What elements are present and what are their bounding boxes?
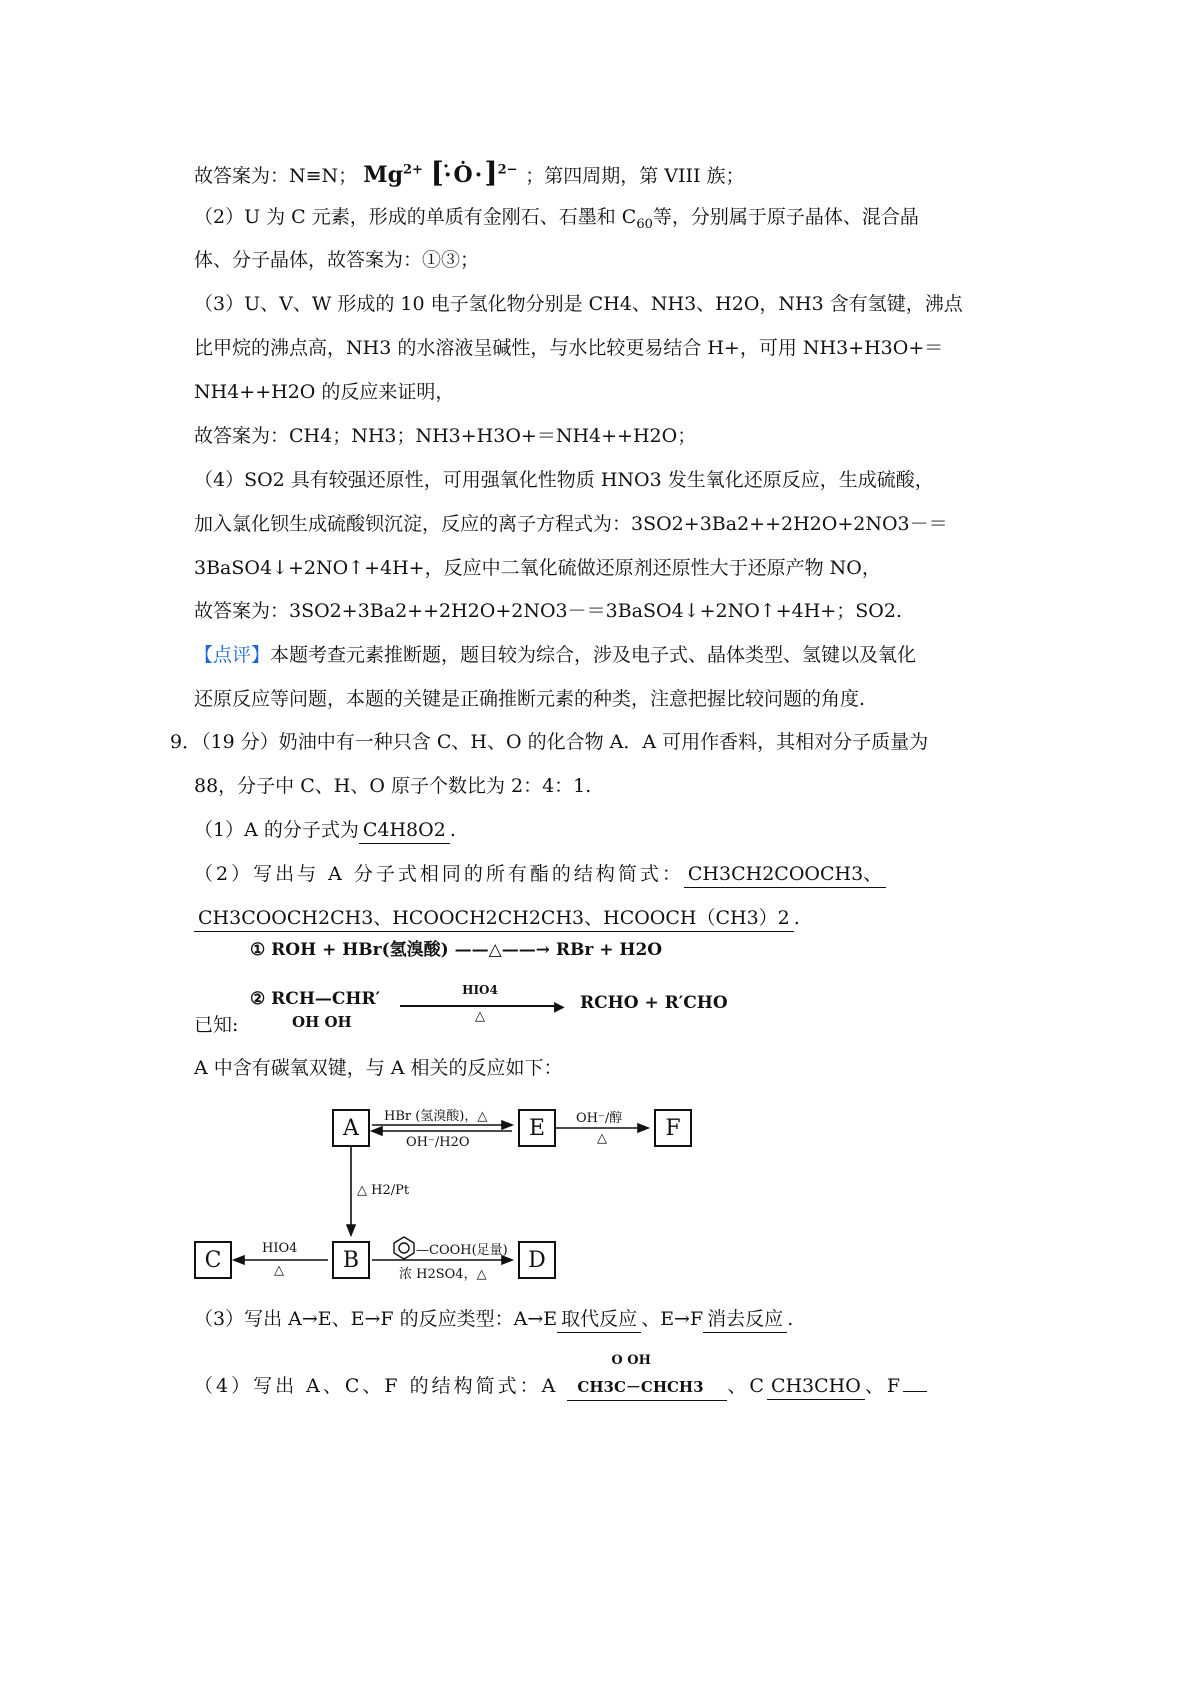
b-to-c-condition: △ [274, 1263, 284, 1278]
review-text-1: 本题考查元素推断题，题目较为综合，涉及电子式、晶体类型、氢键以及氧化 [270, 644, 917, 666]
s4-prompt: （4）写出 A、C、F 的结构简式：A [194, 1375, 559, 1397]
q9-sub3 [194, 1306, 793, 1333]
p3-line-1: （3）U、V、W 形成的 10 电子氢化物分别是 CH4、NH3、H2O，NH3 含有氢键，沸点 [194, 293, 963, 315]
p2-text-c: 等，分别属于原子晶体、混合晶 [652, 206, 919, 228]
benzene-ring-icon [394, 1237, 414, 1259]
arrowhead-icon: ▶ [554, 999, 565, 1015]
known-reaction-2-oh: OH OH [292, 1013, 352, 1031]
p3-line-2: 比甲烷的沸点高，NH3 的水溶液呈碱性，与水比较更易结合 H+，可用 NH3+H3O+＝ [194, 337, 944, 359]
known-label: 已知: [194, 1014, 239, 1036]
s1-answer: C4H8O2 [359, 817, 450, 844]
known-reaction-2-delta: △ [475, 1009, 485, 1024]
a-to-e-reagent: HBr (氢溴酸)，△ [384, 1109, 488, 1124]
e-to-a-reagent: OH⁻/H2O [406, 1135, 470, 1150]
answer-prefix: 故答案为：N≡N； [194, 165, 358, 187]
p4-line-3: 3BaSO4↓+2NO↑+4H+，反应中二氧化硫做还原剂还原性大于还原产物 NO， [194, 557, 881, 579]
a-to-b-condition: △ H2/Pt [357, 1183, 410, 1198]
s3-answer-2: 消去反应 [703, 1306, 787, 1333]
scheme-intro: A 中含有碳氧双键，与 A 相关的反应如下： [194, 1057, 563, 1079]
p2-line-1 [194, 204, 919, 230]
p4-line-2: 加入氯化钡生成硫酸钡沉淀，反应的离子方程式为：3SO2+3Ba2++2H2O+2NO3－＝ [194, 513, 948, 535]
review-tag: 【点评】 [194, 644, 271, 666]
s4-mid-2: 、F [864, 1375, 904, 1397]
p4-line-4: 故答案为：3SO2+3Ba2++2H2O+2NO3－＝3BaSO4↓+2NO↑+4H+；SO2. [194, 600, 902, 622]
known-reaction-2-arrow [400, 1005, 560, 1007]
compound-a-box: A [332, 1109, 370, 1147]
b-to-d-condition: 浓 H2SO4，△ [399, 1267, 487, 1282]
answer-line-1 [194, 156, 745, 189]
compound-e-box: E [518, 1109, 556, 1147]
s3-prompt: （3）写出 A→E、E→F 的反应类型：A→E [194, 1308, 558, 1330]
q9-sub1 [194, 817, 456, 844]
known-reaction-1: ① ROH + HBr(氢溴酸) ——△——→ RBr + H2O [250, 940, 663, 960]
s2-period: . [793, 907, 800, 929]
known-reaction-2-right: RCHO + R′CHO [580, 993, 728, 1013]
compound-d-box: D [518, 1241, 556, 1279]
p2-line-2: 体、分子晶体，故答案为：①③； [194, 249, 480, 271]
s3-answer-1: 取代反应 [557, 1306, 641, 1333]
s2-prompt: （2）写出与 A 分子式相同的所有酯的结构简式： [194, 863, 684, 885]
q9-sub2-line-1 [194, 861, 886, 888]
p2-text-a: （2）U 为 C 元素，形成的单质有金刚石、石墨和 C [194, 206, 637, 228]
mg-charge: 2+ [402, 162, 423, 178]
q9-line-1: 9．（19 分）奶油中有一种只含 C、H、O 的化合物 A．A 可用作香料，其相对分子质量为 [170, 731, 929, 753]
b-to-c-reagent: HIO4 [262, 1241, 298, 1256]
review-line-2: 还原反应等问题，本题的关键是正确推断元素的种类，注意把握比较问题的角度. [194, 688, 866, 710]
compound-f-box: F [654, 1109, 692, 1147]
s4-answer-a-formula: CH3C－CHCH3 [577, 1378, 704, 1396]
known-reaction-2-reagent: HIO4 [462, 983, 498, 997]
known-reactions [250, 935, 728, 1045]
p3-line-3: NH4++H2O 的反应来证明， [194, 381, 455, 403]
s4-answer-a [567, 1353, 727, 1401]
c60-subscript: 60 [636, 216, 653, 232]
reaction-scheme [194, 1095, 754, 1305]
s1-prompt: （1）A 的分子式为 [194, 819, 359, 841]
oxide-charge: 2− [497, 162, 518, 178]
known-reaction-2-left: ② RCH—CHR′ [250, 989, 381, 1009]
e-to-f-condition: △ [597, 1131, 607, 1146]
s3-period: . [787, 1308, 794, 1330]
q9-sub2-line-2 [194, 905, 800, 932]
s3-mid: 、E→F [641, 1308, 704, 1330]
b-to-d-reagent: —COOH(足量) [416, 1243, 508, 1258]
s4-mid-1: 、C [727, 1375, 767, 1397]
s4-answer-a-top: O OH [611, 1353, 651, 1368]
review-line-1 [194, 642, 916, 668]
mgo-electron-formula: $Mg^{2+}$ [·̇Ȯ·]$^{2-}$ [363, 156, 518, 189]
q9-sub4 [194, 1353, 927, 1401]
s1-period: . [449, 819, 456, 841]
p4-line-1: （4）SO2 具有较强还原性，可用强氧化性物质 HNO3 发生氧化还原反应，生成硫酸， [194, 469, 934, 491]
s4-answer-f-blank [903, 1391, 927, 1392]
s2-answer-1: CH3CH2COOCH3、 [684, 861, 886, 888]
s2-answer-2: CH3COOCH2CH3、HCOOCH2CH2CH3、HCOOCH（CH3）2 [194, 905, 794, 932]
q9-line-2: 88，分子中 C、H、O 原子个数比为 2：4：1. [194, 775, 592, 797]
compound-b-box: B [332, 1241, 370, 1279]
answer-suffix: ；第四周期，第 VIII 族； [525, 165, 745, 187]
compound-c-box: C [194, 1241, 232, 1279]
e-to-f-reagent: OH⁻/醇 [576, 1111, 623, 1126]
p3-line-4: 故答案为：CH4；NH3；NH3+H3O+＝NH4++H2O； [194, 425, 697, 447]
s4-answer-c: CH3CHO [767, 1373, 865, 1400]
mg-symbol: Mg [363, 162, 403, 188]
